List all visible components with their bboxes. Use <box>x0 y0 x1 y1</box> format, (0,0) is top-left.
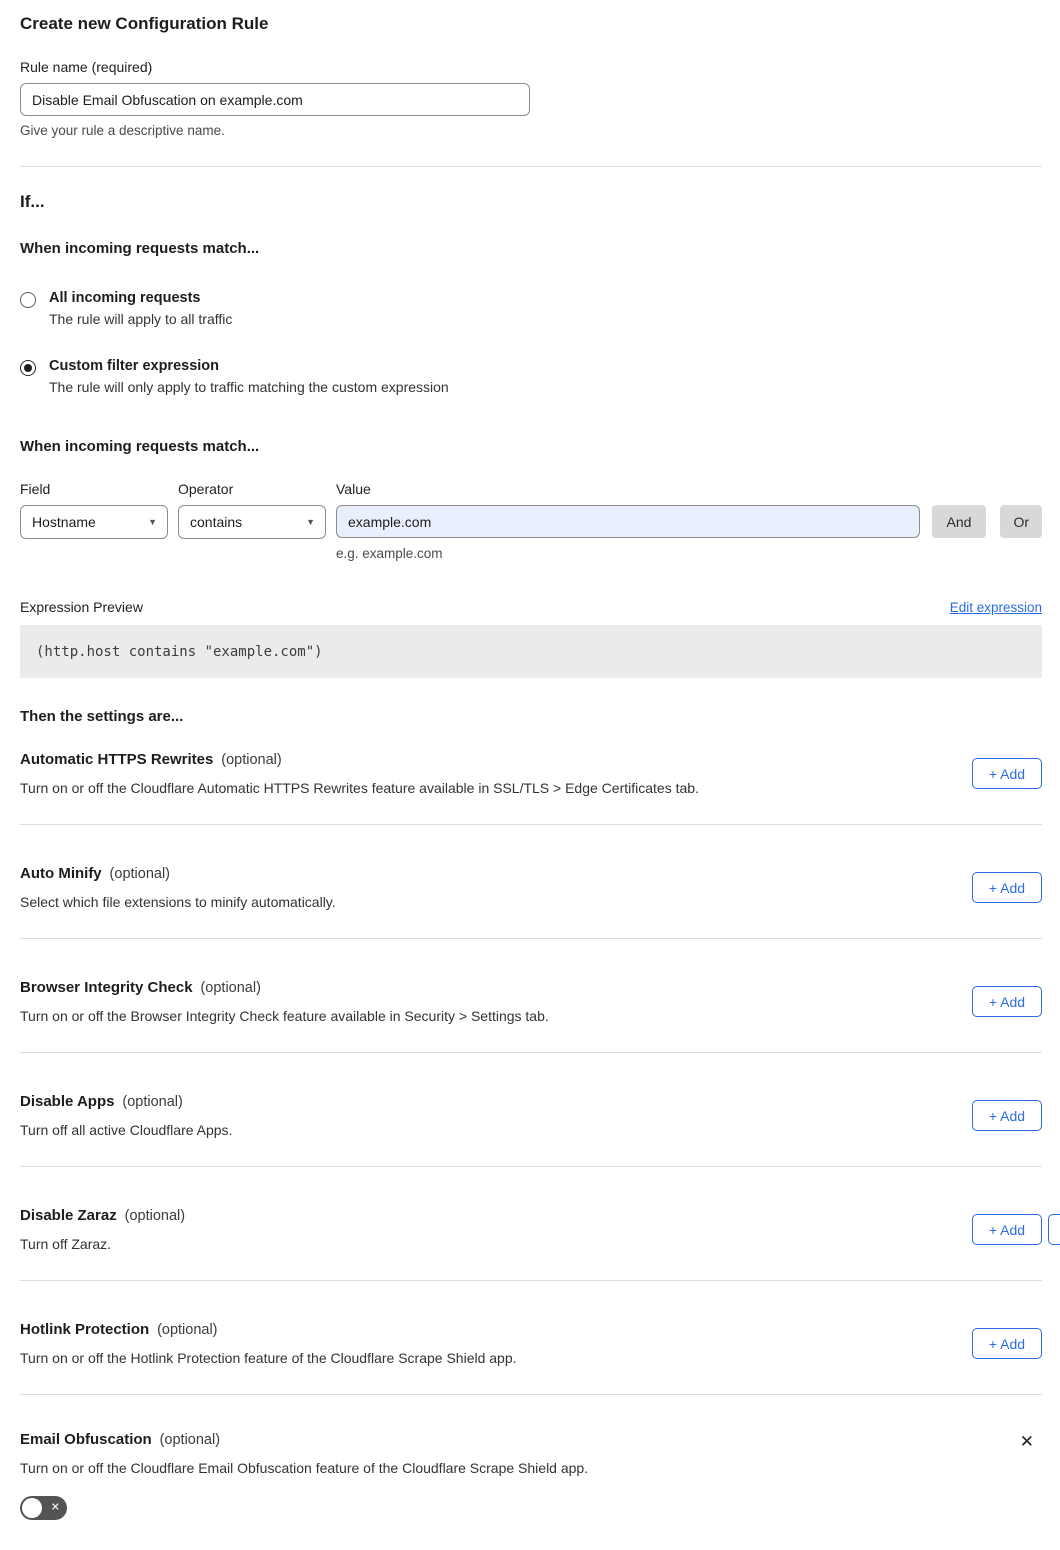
setting-name: Automatic HTTPS Rewrites <box>20 751 214 768</box>
add-hotlink-protection-button[interactable]: + Add <box>972 1328 1042 1359</box>
expression-preview-code-block <box>20 625 1042 678</box>
setting-name: Auto Minify <box>20 865 102 882</box>
setting-title <box>20 1431 1042 1451</box>
setting-description: Turn on or off the Cloudflare Automatic HTTPS Rewrites feature available in SSL/TLS > Edge Certificates tab. <box>20 780 699 796</box>
setting-optional-tag: (optional) <box>109 866 170 882</box>
email-obfuscation-toggle[interactable] <box>20 1496 67 1520</box>
or-button[interactable]: Or <box>1000 505 1042 538</box>
operator-select[interactable] <box>178 505 326 539</box>
setting-name: Hotlink Protection <box>20 1321 150 1338</box>
radio-option-all-incoming-requests[interactable] <box>20 290 1042 327</box>
radio-option-description: The rule will only apply to traffic matching the custom expression <box>49 379 449 395</box>
setting-disable-apps <box>20 1053 1042 1167</box>
setting-title <box>20 1093 1042 1110</box>
setting-name: Email Obfuscation <box>20 1431 152 1448</box>
setting-description: Turn off Zaraz. <box>20 1236 112 1252</box>
radio-option-custom-filter-expression[interactable] <box>20 358 1042 395</box>
setting-title <box>20 1321 1042 1338</box>
radio-selected-icon[interactable] <box>20 360 36 376</box>
value-input[interactable] <box>336 505 920 538</box>
value-label: Value <box>336 481 371 497</box>
operator-column <box>178 481 326 539</box>
field-label: Field <box>20 481 51 497</box>
setting-title <box>20 979 1042 996</box>
chevron-down-icon: ▼ <box>306 516 315 527</box>
setting-disable-zaraz <box>20 1167 1042 1281</box>
value-help: e.g. example.com <box>336 546 443 561</box>
add-disable-zaraz-button[interactable]: + Add <box>972 1214 1042 1245</box>
top-divider <box>20 166 1042 167</box>
setting-browser-integrity-check <box>20 939 1042 1053</box>
match-heading: When incoming requests match... <box>20 240 260 257</box>
setting-name: Disable Zaraz <box>20 1207 117 1224</box>
setting-name: Disable Apps <box>20 1093 115 1110</box>
cutoff-edge-button[interactable] <box>1048 1214 1060 1245</box>
setting-optional-tag: (optional) <box>124 1208 186 1224</box>
operator-select-value: contains <box>190 514 243 530</box>
setting-optional-tag: (optional) <box>122 1094 183 1110</box>
radio-option-label: Custom filter expression <box>49 358 220 374</box>
setting-name: Browser Integrity Check <box>20 979 193 996</box>
chevron-down-icon: ▼ <box>148 516 157 527</box>
operator-label: Operator <box>178 481 234 497</box>
setting-optional-tag: (optional) <box>159 1432 221 1448</box>
setting-email-obfuscation <box>20 1395 1042 1520</box>
expression-builder-heading: When incoming requests match... <box>20 438 260 455</box>
add-automatic-https-rewrites-button[interactable]: + Add <box>972 758 1042 789</box>
setting-optional-tag: (optional) <box>157 1322 218 1338</box>
radio-option-label: All incoming requests <box>49 290 201 306</box>
edit-expression-link[interactable]: Edit expression <box>949 600 1042 615</box>
page-title: Create new Configuration Rule <box>20 14 269 33</box>
setting-auto-minify <box>20 825 1042 939</box>
add-disable-apps-button[interactable]: + Add <box>972 1100 1042 1131</box>
setting-description: Turn on or off the Browser Integrity Check feature available in Security > Settings tab. <box>20 1008 549 1024</box>
toggle-off-x-icon: ✕ <box>50 1501 60 1514</box>
setting-description: Select which file extensions to minify automatically. <box>20 894 336 910</box>
setting-title <box>20 1207 1042 1224</box>
rule-name-label: Rule name (required) <box>20 59 153 75</box>
setting-title <box>20 751 1042 768</box>
setting-description: Turn off all active Cloudflare Apps. <box>20 1122 233 1138</box>
expression-preview-label: Expression Preview <box>20 599 143 615</box>
setting-description: Turn on or off the Cloudflare Email Obfuscation feature of the Cloudflare Scrape Shield app. <box>20 1460 589 1476</box>
radio-option-description: The rule will apply to all traffic <box>49 311 233 327</box>
settings-heading: Then the settings are... <box>20 708 184 725</box>
close-icon[interactable]: ✕ <box>1019 1432 1034 1451</box>
field-select[interactable] <box>20 505 168 539</box>
expression-preview-header <box>20 599 1042 615</box>
field-select-value: Hostname <box>32 514 96 530</box>
radio-option-text <box>49 290 232 327</box>
add-auto-minify-button[interactable]: + Add <box>972 872 1042 903</box>
if-heading: If... <box>20 192 45 211</box>
radio-option-text <box>49 358 449 395</box>
setting-optional-tag: (optional) <box>221 752 282 768</box>
field-column <box>20 481 168 539</box>
add-browser-integrity-check-button[interactable]: + Add <box>972 986 1042 1017</box>
toggle-knob <box>22 1498 42 1518</box>
rule-name-help: Give your rule a descriptive name. <box>20 123 225 138</box>
rule-name-input[interactable] <box>20 83 530 116</box>
setting-title <box>20 865 1042 882</box>
setting-optional-tag: (optional) <box>200 980 261 996</box>
value-column <box>336 481 920 561</box>
setting-automatic-https-rewrites <box>20 725 1042 825</box>
setting-description: Turn on or off the Hotlink Protection feature of the Cloudflare Scrape Shield app. <box>20 1350 517 1366</box>
and-button[interactable]: And <box>932 505 987 538</box>
expression-builder-row <box>20 481 1042 561</box>
setting-hotlink-protection <box>20 1281 1042 1395</box>
radio-unselected-icon[interactable] <box>20 292 36 308</box>
expression-code-text: (http.host contains "example.com") <box>36 644 323 660</box>
